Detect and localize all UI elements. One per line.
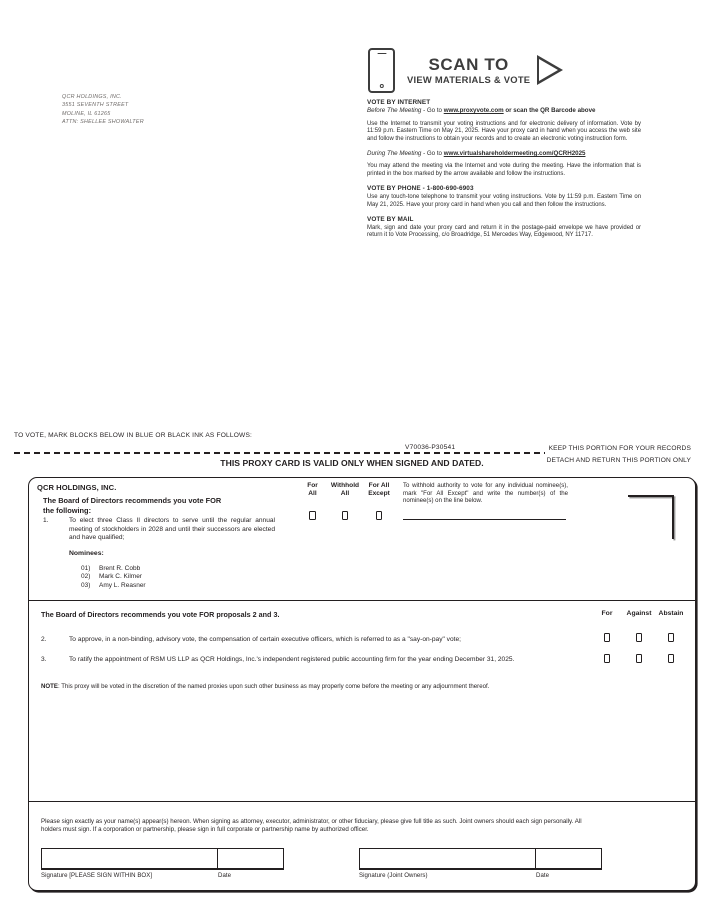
nominee-item [81,573,146,581]
signature-group-primary [41,848,284,879]
vote-internet-body: Use the Internet to transmit your voting instructions and for electronic delivery of information. Vote by 11:59 p.m. Eastern Time on May 21, 2025. Have your proxy card in hand when you access the web site and follow the instructions to obtain your records and to create an electronic voting instruction form. [367,120,641,142]
note-text: : This proxy will be voted in the discretion of the named proxies upon such other business as may properly come before the meeting or any adjournment thereof. [57,683,490,690]
date-field-primary[interactable] [218,848,284,870]
proposal-1-text: To elect three Class II directors to serve until the regular annual meeting of stockholders in 2028 and until their successors are elected and have qualified; [69,517,275,541]
proposal-1 [43,517,275,543]
signature-field-primary[interactable] [41,848,218,870]
proxy-note [41,683,601,691]
vote-header-withhold-all [328,482,362,497]
vote-by-internet-heading: VOTE BY INTERNET [367,99,431,106]
date-caption-primary: Date [218,871,232,879]
signature-caption-primary: Signature [PLEASE SIGN WITHIN BOX] [41,871,153,879]
checkbox-proposal-2-for[interactable] [604,633,610,642]
mailing-address [62,93,144,127]
signature-field-joint[interactable] [359,848,536,870]
card-company-name: QCR HOLDINGS, INC. [37,483,117,492]
proposal-2-number: 2. [41,636,47,643]
vote-header-for-all-line1: For [307,482,318,489]
nominee-name: Mark C. Kilmer [99,573,142,581]
keep-portion-notice: KEEP THIS PORTION FOR YOUR RECORDS [545,444,691,455]
proposal-1-vote-headers [297,482,396,497]
nominees-list [81,565,146,590]
before-meeting-label: Before The Meeting [367,107,422,115]
nominee-item [81,582,146,590]
vote-header-abstain: Abstain [658,610,684,617]
mark-blocks-instruction: TO VOTE, MARK BLOCKS BELOW IN BLUE OR BLACK INK AS FOLLOWS: [14,432,253,439]
before-meeting-tail: or scan the QR Barcode above [503,107,596,115]
vote-header-for: For [601,610,613,617]
address-line-4: ATTN: SHELLEE SHOWALTER [62,119,144,126]
nominee-item [81,565,146,573]
signature-caption-joint: Signature (Joint Owners) [359,871,428,879]
scan-banner-subtitle: VIEW MATERIALS & VOTE [407,73,531,85]
proposal-2 [41,636,599,645]
address-line-2: 3551 SEVENTH STREET [62,102,129,109]
vote-header-for-all-except-line1: For All [368,482,390,489]
board-rec-1-line1: The Board of Directors recommends you vote FOR [43,496,222,505]
vote-header-for-all-except-line2: Except [368,489,390,497]
proposal-2-text: To approve, in a non-binding, advisory vote, the compensation of certain executive officers, which is referred to as a "say-on-pay" vote; [69,636,461,643]
checkbox-proposal-1-for-all-except[interactable] [376,511,382,520]
for-all-except-instruction: To withhold authority to vote for any individual nominee(s), mark "For All Except" and write the number(s) of the nominee(s) on the line below. [403,482,568,505]
checkbox-proposal-1-withhold-all[interactable] [342,511,348,520]
checkbox-proposal-2-against[interactable] [636,633,642,642]
checkbox-proposal-2-abstain[interactable] [668,633,674,642]
vote-by-mail-heading: VOTE BY MAIL [367,216,414,223]
nominee-name: Amy L. Reasner [99,581,146,589]
proposal-3-number: 3. [41,656,47,663]
vote-header-for-all-line2: All [308,489,317,497]
board-rec-1-line2: the following: [43,506,92,515]
note-label: NOTE [41,683,58,690]
before-meeting-sep: - Go to [421,107,444,115]
checkbox-proposal-3-against[interactable] [636,654,642,663]
address-line-3: MOLINE, IL 61265 [62,110,111,117]
proxy-validity-notice: THIS PROXY CARD IS VALID ONLY WHEN SIGNED AND DATED. [220,458,484,468]
vote-header-withhold-all-line1: Withhold [330,482,360,489]
mobile-phone-icon [368,48,395,93]
nominee-number: 01) [81,565,91,572]
during-meeting-label: During The Meeting [367,150,422,157]
voting-instructions [367,99,641,240]
proposal-3-text: To ratify the appointment of RSM US LLP as QCR Holdings, Inc.'s independent registered public accounting firm for the year ending December 31, 2025. [69,656,515,663]
nominees-label: Nominees: [69,550,104,557]
board-recommendation-2: The Board of Directors recommends you vote FOR proposals 2 and 3. [41,610,280,619]
scan-to-banner [368,46,568,94]
scan-banner-title: SCAN TO [428,54,509,74]
vote-internet-during-meeting [367,150,641,159]
date-field-joint[interactable] [536,848,602,870]
proposal-3-checkboxes [591,654,687,663]
scan-banner-text [407,56,530,85]
board-recommendation-1 [43,496,267,516]
vote-phone-body: Use any touch-tone telephone to transmit your voting instructions. Vote by 11:59 p.m. Eastern Time on May 21, 2025. Have your proxy card in hand when you call and then follow the instructions. [367,194,641,208]
proposal-3 [41,656,599,665]
proxyvote-url[interactable]: www.proxyvote.com [443,107,504,115]
section-divider-1 [29,600,695,601]
vote-internet-before-meeting [367,107,641,116]
checkbox-proposal-1-for-all[interactable] [309,511,315,520]
section-divider-2 [29,801,695,802]
date-caption-joint: Date [536,871,550,879]
signature-instruction: Please sign exactly as your name(s) appear(s) hereon. When signing as attorney, executor, administrator, or other fiduciary, please give full title as such. Joint owners should each sign personally. All holders must sign. If a corporation or partnership, please sign in full corporate or partnership name by authorized officer. [41,818,582,834]
control-number-corner-bracket [628,495,674,539]
nominee-number: 03) [81,581,91,589]
nominee-number: 02) [81,573,91,581]
vote-by-phone-heading: VOTE BY PHONE - 1-800-690-6903 [367,185,474,193]
detach-portion-notice: DETACH AND RETURN THIS PORTION ONLY [546,457,691,464]
proxy-card [28,477,696,891]
virtualshareholdermeeting-url[interactable]: www.virtualshareholdermeeting.com/QCRH2025 [443,150,586,157]
signature-group-joint [359,848,602,879]
proposal-1-number: 1. [43,517,49,524]
control-number: V70036-P30541 [405,444,456,451]
address-line-1: QCR HOLDINGS, INC. [62,94,122,100]
proposal-23-vote-headers [591,610,687,617]
vote-internet-during-body: You may attend the meeting via the Internet and vote during the meeting. Have the information that is printed in the box marked by the arrow available and follow the instructions. [367,163,641,177]
during-meeting-sep: - Go to [421,150,444,157]
vote-header-for-all-except [362,482,396,497]
vote-header-withhold-all-line2: All [340,489,350,497]
vote-header-against: Against [626,610,652,617]
for-all-except-write-in-line[interactable] [403,519,566,520]
checkbox-proposal-3-abstain[interactable] [668,654,674,663]
vote-mail-body: Mark, sign and date your proxy card and return it in the postage-paid envelope we have provided or return it to Vote Processing, c/o Broadridge, 51 Mercedes Way, Edgewood, NY 11717. [367,224,641,239]
checkbox-proposal-3-for[interactable] [604,654,610,663]
proposal-1-checkboxes [297,511,396,520]
play-triangle-icon [537,55,563,85]
nominee-name: Brent R. Cobb [99,565,141,572]
proposal-2-checkboxes [591,633,687,642]
vote-header-for-all [297,482,328,497]
